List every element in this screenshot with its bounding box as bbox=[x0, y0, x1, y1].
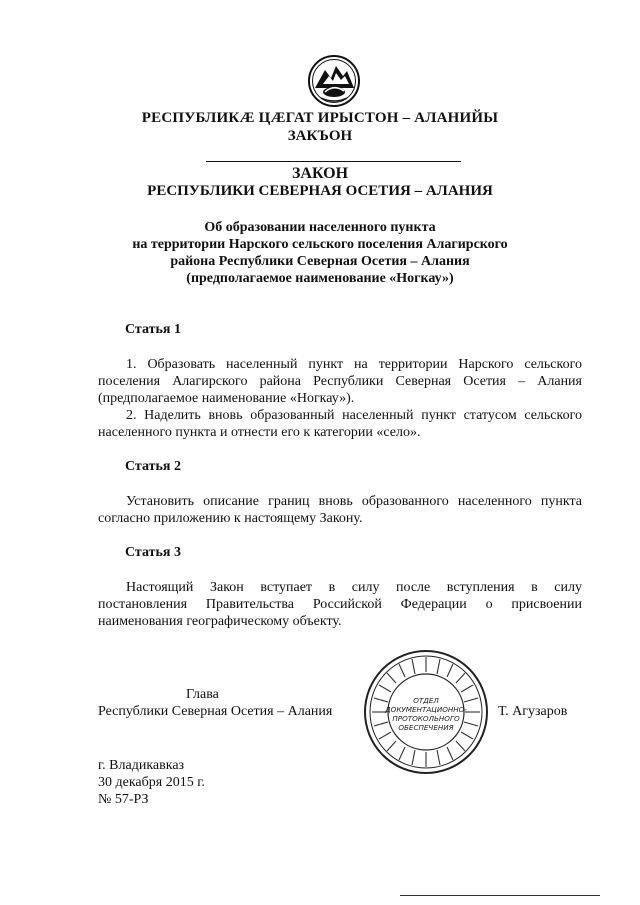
place-city: г. Владикавказ bbox=[98, 758, 185, 773]
bottom-divider bbox=[400, 895, 600, 896]
stamp-text: ПРОТОКОЛЬНОГО bbox=[392, 714, 460, 723]
signatory-name: Т. Агузаров bbox=[498, 704, 568, 719]
law-title-line: на территории Нарского сельского поселения Алагирского bbox=[132, 237, 508, 252]
article-1-text: населенного пункта и отнести его к категории «село». bbox=[98, 425, 421, 440]
signatory-organization: Республики Северная Осетия – Алания bbox=[98, 704, 333, 719]
article-1-text: поселения Алагирского района Республики Северная Осетия – Алания bbox=[98, 374, 582, 389]
stamp-text: ОБЕСПЕЧЕНИЯ bbox=[398, 723, 454, 732]
signatory-position: Глава bbox=[186, 687, 219, 702]
article-3-text: наименования географическому объекту. bbox=[98, 614, 342, 629]
law-title-line: Об образовании населенного пункта bbox=[204, 220, 436, 235]
article-2-heading: Статья 2 bbox=[125, 459, 181, 474]
article-2-text: согласно приложению к настоящему Закону. bbox=[98, 511, 363, 526]
article-1-text: 1. Образовать населенный пункт на территории Нарского сельского bbox=[126, 357, 582, 372]
coat-of-arms-icon bbox=[307, 54, 361, 108]
official-stamp-icon bbox=[362, 648, 490, 776]
article-1-heading: Статья 1 bbox=[125, 322, 181, 337]
stamp-text: ДОКУМЕНТАЦИОННО- bbox=[385, 705, 467, 714]
law-heading: ЗАКОН bbox=[291, 165, 349, 182]
republic-heading: РЕСПУБЛИКИ СЕВЕРНАЯ ОСЕТИЯ – АЛАНИЯ bbox=[147, 183, 493, 199]
article-1-text: 2. Наделить вновь образованный населенный пункт статусом сельского bbox=[126, 408, 582, 423]
article-3-text: постановления Правительства Российской Федерации о присвоении bbox=[98, 597, 582, 612]
article-3-heading: Статья 3 bbox=[125, 545, 181, 560]
place-date: 30 декабря 2015 г. bbox=[98, 775, 205, 790]
law-title-line: (предполагаемое наименование «Ногкау») bbox=[186, 271, 454, 286]
article-1-text: (предполагаемое наименование «Ногкау»). bbox=[98, 391, 355, 406]
header-divider bbox=[206, 161, 461, 162]
law-title-line: района Республики Северная Осетия – Алания bbox=[170, 254, 470, 269]
ossetian-republic-heading: РЕСПУБЛИКÆ ЦÆГАТ ИРЫСТОН – АЛАНИЙЫ bbox=[141, 110, 499, 126]
stamp-text: ОТДЕЛ bbox=[413, 696, 439, 705]
article-3-text: Настоящий Закон вступает в силу после вступления в силу bbox=[126, 580, 582, 595]
law-number: № 57-РЗ bbox=[98, 792, 149, 807]
article-2-text: Установить описание границ вновь образованного населенного пункта bbox=[126, 494, 582, 509]
ossetian-law-heading: ЗАКЪОН bbox=[287, 128, 353, 144]
